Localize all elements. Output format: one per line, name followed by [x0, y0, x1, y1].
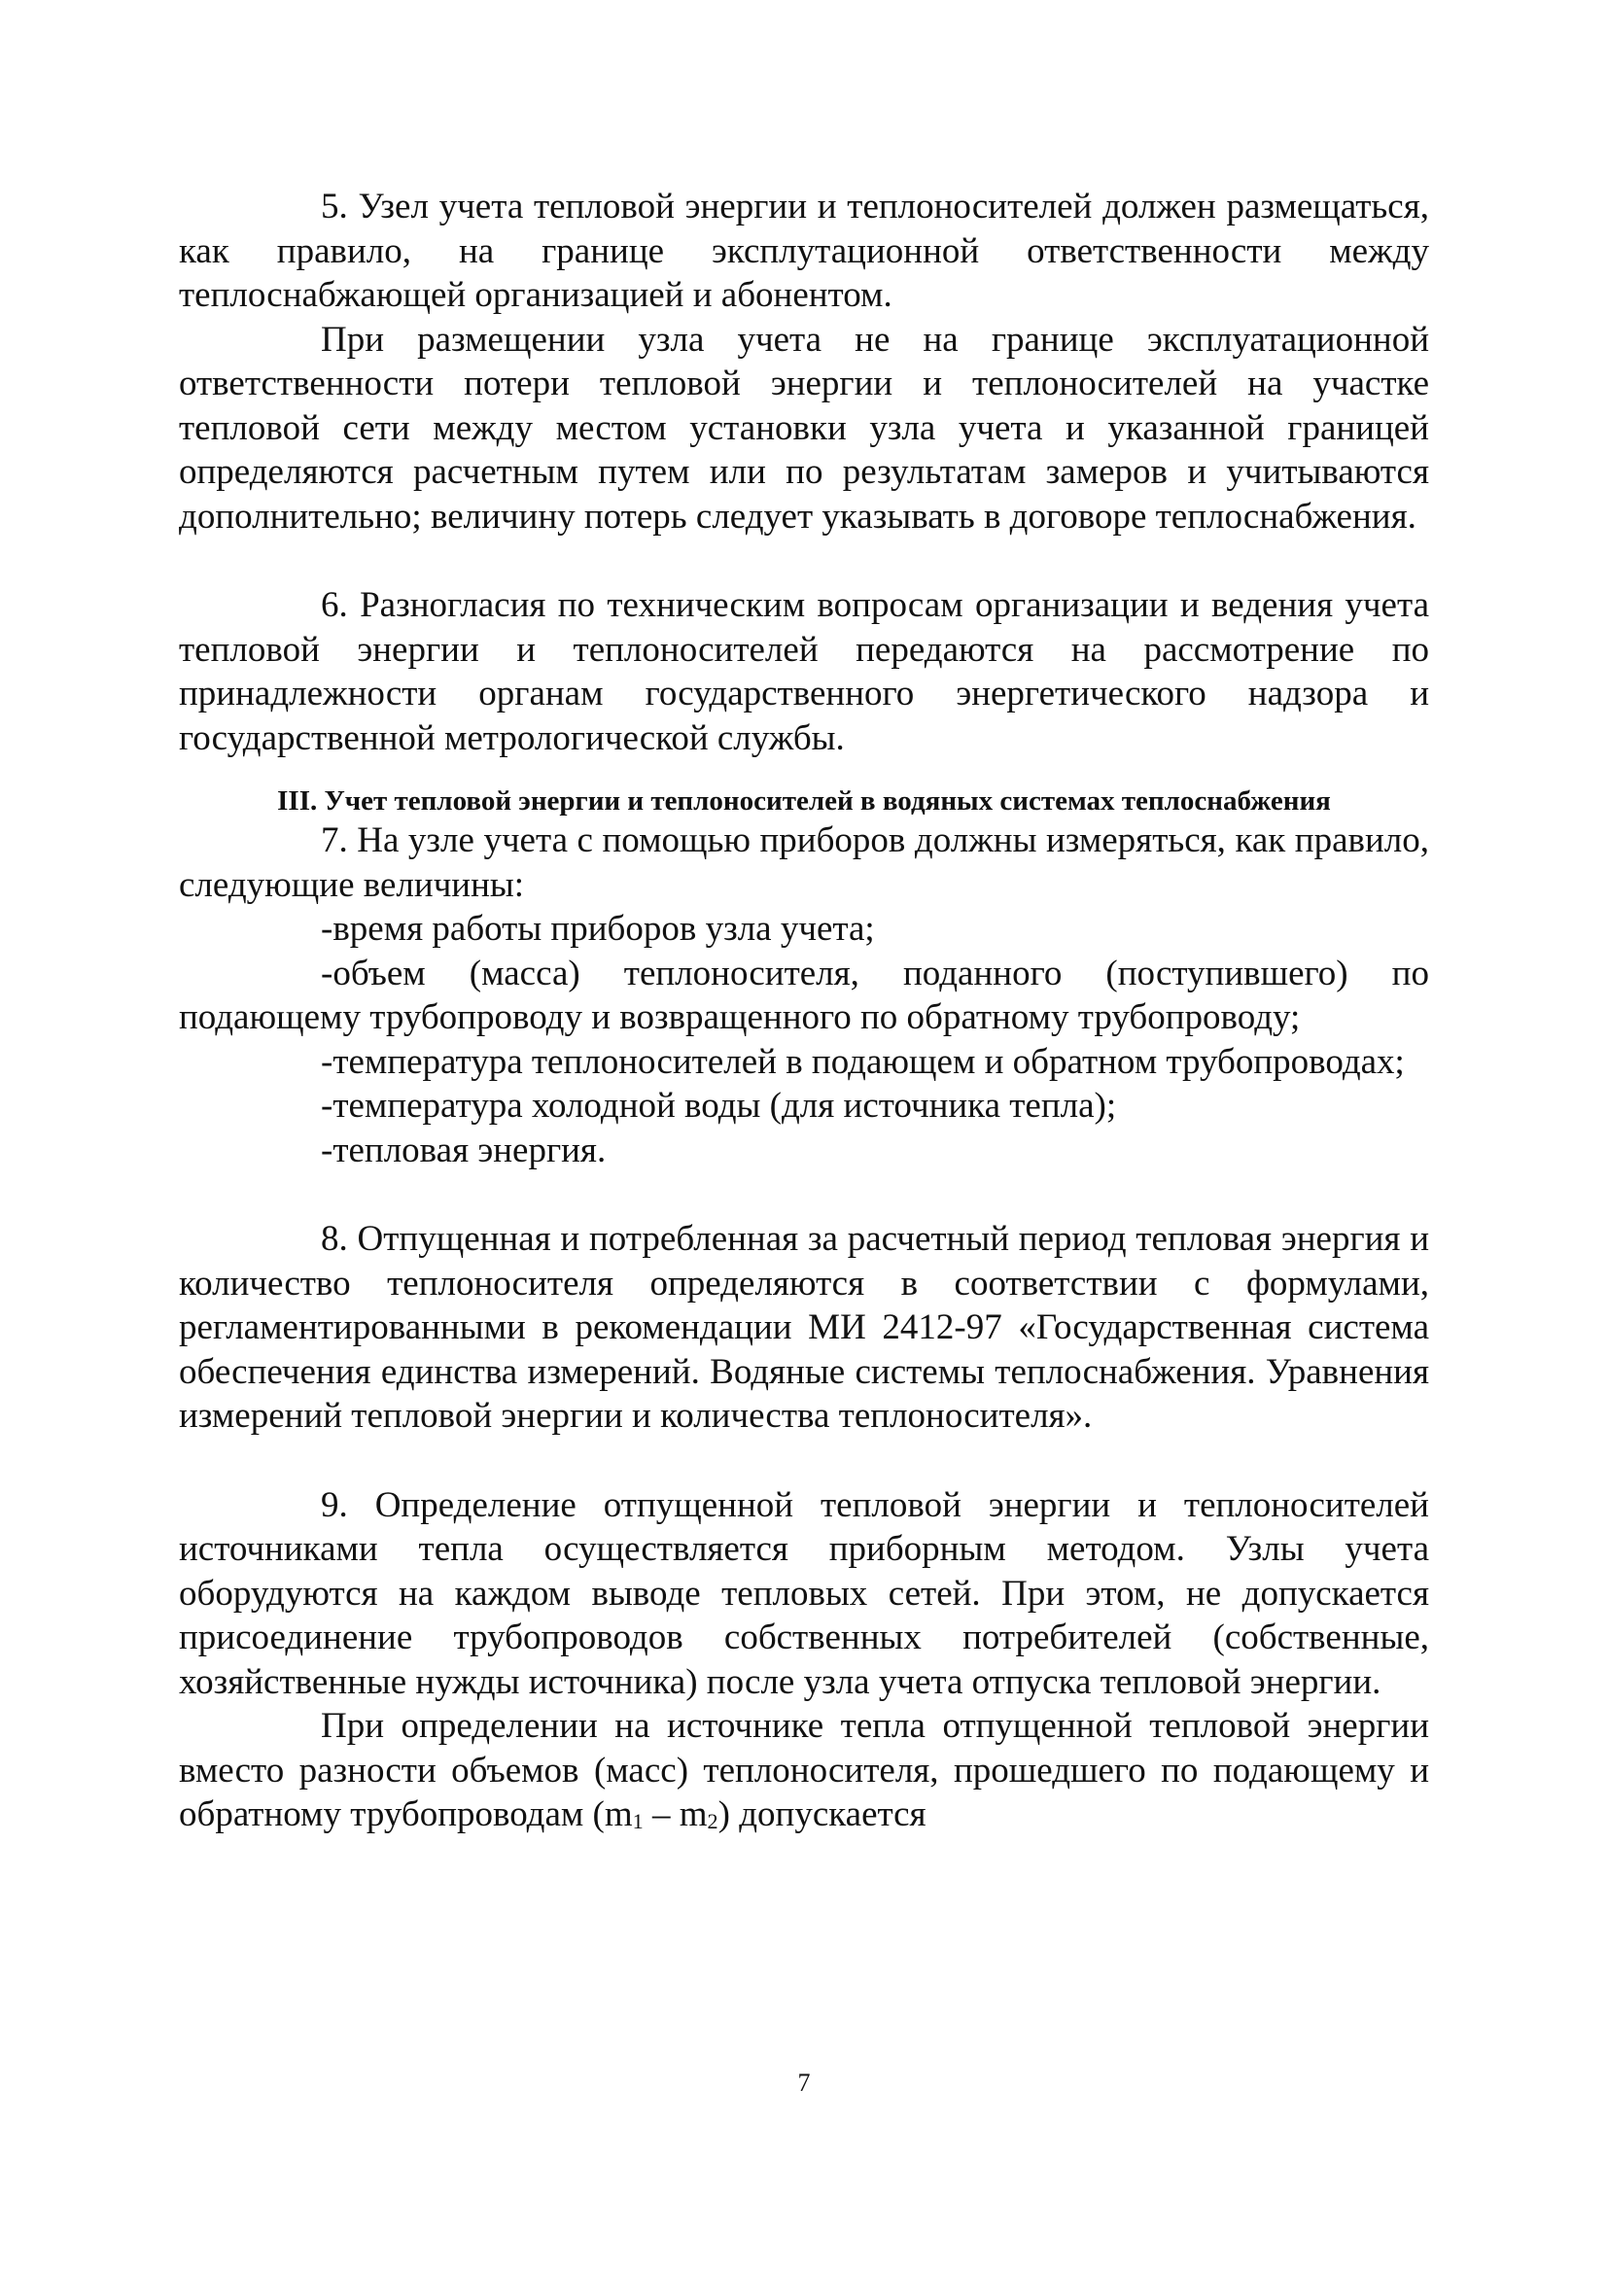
section-heading: III. Учет тепловой энергии и теплоносителей в водяных системах теплоснабжения	[277, 785, 1331, 817]
paragraph-9-text-mid: – m	[643, 1794, 708, 1834]
paragraph-9-text-start: При определении на источнике тепла отпущенной тепловой энергии вместо разности объемов (масс) теплоносителя, прошедшего по подающему и обратному трубопроводам (m	[179, 1706, 1429, 1834]
paragraph-8: 8. Отпущенная и потребленная за расчетный период тепловая энергия и количество теплоносителя определяются в соответствии с формулами, регламентированными в рекомендации МИ 2412-97 «Государственная система обеспечения единства измерений. Водяные системы теплоснабжения. Уравнения измерений тепловой энергии и количества теплоносителя».	[179, 1219, 1429, 1436]
paragraph-9-text-end: ) допускается	[717, 1794, 926, 1834]
subscript-1: 1	[632, 1809, 644, 1834]
paragraph-5: 5. Узел учета тепловой энергии и теплоносителей должен размещаться, как правило, на границе эксплутационной ответственности между теплоснабжающей организацией и абонентом.	[179, 187, 1429, 315]
document-body	[179, 185, 1429, 1841]
paragraph-5-continued: При размещении узла учета не на границе эксплуатационной ответственности потери тепловой энергии и теплоносителей на участке тепловой сети между местом установки узла учета и указанной границей определяются расчетным путем или по результатам замеров и учитываются дополнительно; величину потерь следует указывать в договоре теплоснабжения.	[179, 319, 1429, 537]
paragraph-gap	[179, 1172, 1429, 1217]
list-item: -время работы приборов узла учета;	[321, 909, 875, 949]
list-item: -температура холодной воды (для источника тепла);	[321, 1086, 1117, 1126]
list-item: -температура теплоносителей в подающем и обратном трубопроводах;	[321, 1041, 1405, 1082]
page-number: 7	[797, 2069, 811, 2097]
list-item: -объем (масса) теплоносителя, поданного (поступившего) по подающему трубопроводу и возвращенного по обратному трубопроводу;	[179, 953, 1429, 1037]
paragraph-7: 7. На узле учета с помощью приборов должны измеряться, как правило, следующие величины:	[179, 820, 1429, 905]
paragraph-gap	[179, 539, 1429, 583]
paragraph-9-continued	[179, 1704, 1429, 1841]
paragraph-9: 9. Определение отпущенной тепловой энергии и теплоносителей источниками тепла осуществляется приборным методом. Узлы учета оборудуются на каждом выводе тепловых сетей. При этом, не допускается присоединение трубопроводов собственных потребителей (собственные, хозяйственные нужды источника) после узла учета отпуска тепловой энергии.	[179, 1484, 1429, 1702]
paragraph-6: 6. Разногласия по техническим вопросам организации и ведения учета тепловой энергии и теплоносителей передаются на рассмотрение по принадлежности органам государственного энергетического надзора и государственной метрологической службы.	[179, 585, 1429, 758]
list-item: -тепловая энергия.	[321, 1130, 607, 1170]
subscript-2: 2	[707, 1809, 718, 1834]
paragraph-gap	[179, 1439, 1429, 1483]
